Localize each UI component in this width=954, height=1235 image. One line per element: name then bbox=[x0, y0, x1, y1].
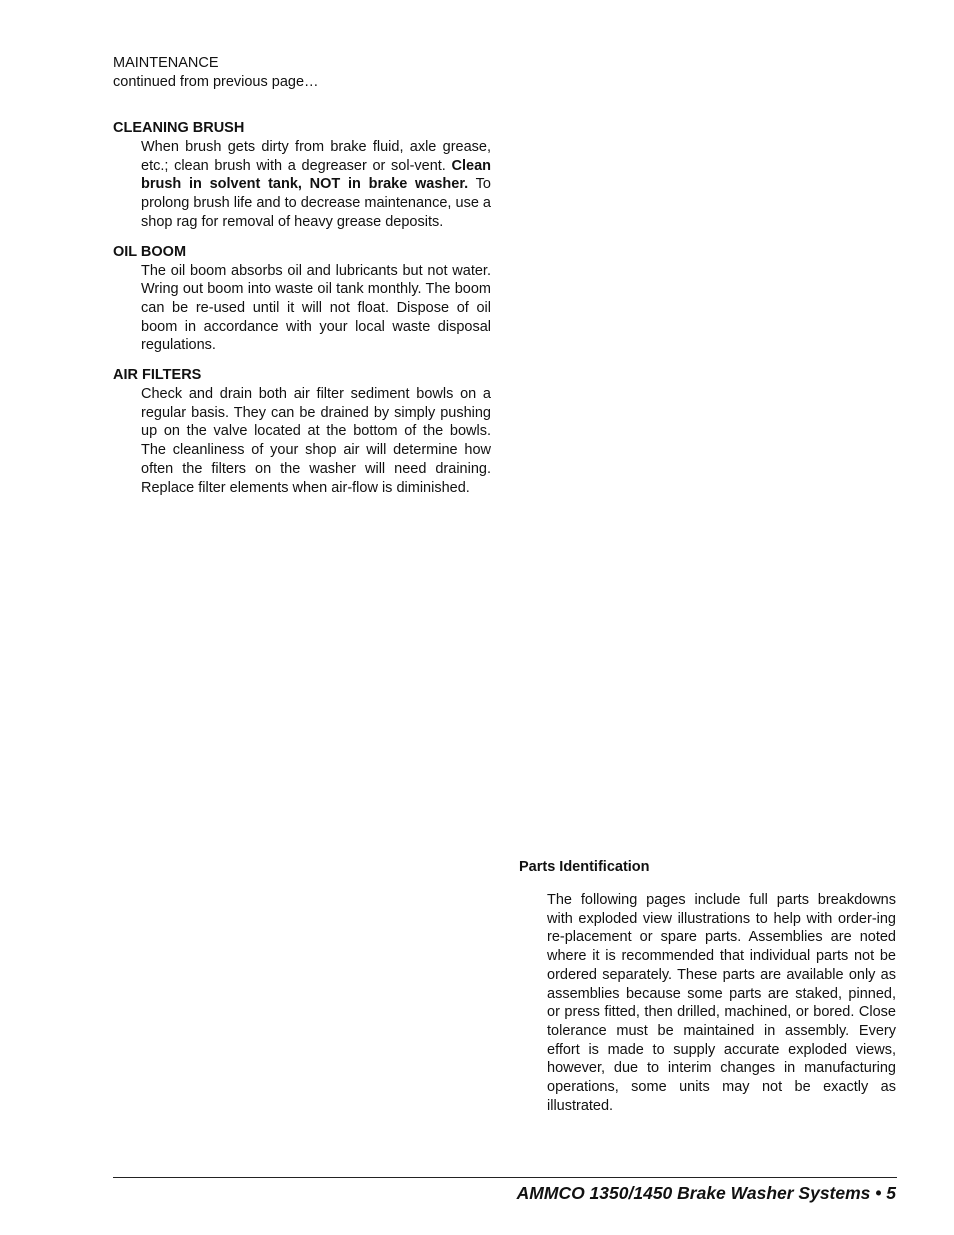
cleaning-brush-text-start: When brush gets dirty from brake fluid, axle grease, etc.; clean brush with a degreaser or sol-vent. bbox=[141, 139, 491, 174]
cleaning-brush-text bbox=[141, 138, 491, 232]
parts-identification-heading: Parts Identification bbox=[519, 859, 650, 875]
oil-boom-heading: OIL BOOM bbox=[113, 243, 187, 260]
parts-identification-text: The following pages include full parts breakdowns with exploded view illustrations to help with order-ing re-placement or spare parts. Assemblies are noted where it is recommended that individual parts not be ordered separately. These parts are available only as assemblies because some parts are staked, pinned, or press fitted, then drilled, machined, or bored. Close tolerance must be maintained in assembly. Every effort is made to supply accurate exploded views, however, due to interim changes in manufacturing operations, some units may not be exactly as illustrated. bbox=[547, 892, 896, 1114]
air-filters-heading: AIR FILTERS bbox=[113, 367, 202, 384]
air-filters-section bbox=[113, 366, 491, 497]
page-footer: AMMCO 1350/1450 Brake Washer Systems • 5 bbox=[516, 1183, 896, 1203]
oil-boom-text: The oil boom absorbs oil and lubricants but not water. Wring out boom into waste oil tank monthly. The boom can be re-used until it will not float. Dispose of oil boom in accordance with your local waste disposal regulations. bbox=[141, 262, 491, 354]
maintenance-column bbox=[113, 119, 491, 508]
cleaning-brush-heading: CLEANING BRUSH bbox=[113, 120, 245, 136]
air-filters-text: Check and drain both air filter sediment bowls on a regular basis. They can be drained by simply pushing up on the valve located at the bottom of the bowls. The cleanliness of your shop air will determine how often the filters on the washer will need draining. Replace filter elements when air-flow is diminished. bbox=[141, 386, 491, 496]
parts-identification-section bbox=[519, 858, 896, 1115]
cleaning-brush-section bbox=[113, 119, 491, 232]
cleaning-brush-text-end: To prolong brush life and to decrease maintenance, use a shop rag for removal of heavy grease deposits. bbox=[141, 176, 491, 230]
page-header bbox=[113, 54, 319, 92]
continued-note: continued from previous page… bbox=[113, 74, 319, 90]
footer-divider bbox=[113, 1177, 897, 1178]
section-label: MAINTENANCE bbox=[113, 55, 219, 71]
cleaning-brush-warning: Clean brush in solvent tank, NOT in brake washer. bbox=[141, 157, 491, 193]
oil-boom-section bbox=[113, 243, 491, 356]
